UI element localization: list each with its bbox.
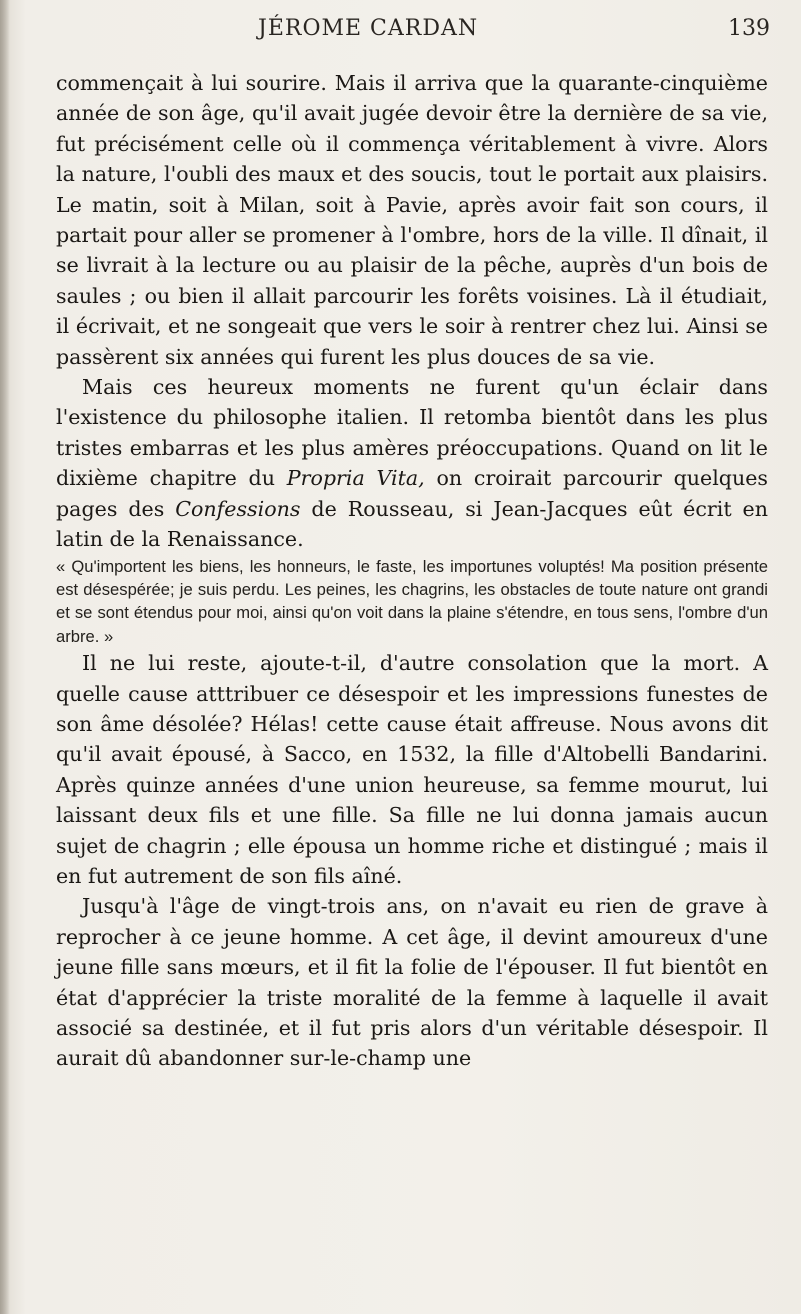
body-text xyxy=(56,68,768,1074)
block-quote: « Qu'importent les biens, les honneurs, le faste, les importunes voluptés! Ma position présente est désespérée; je suis perdu. Les peines, les chagrins, les obstacles de toute nature ont grandi et se sont étendus pour moi, ainsi qu'on voit dans la plaine s'étendre, en tous sens, l'ombre d'un arbre. » xyxy=(56,556,768,646)
book-title-confessions: Confessions xyxy=(175,496,301,521)
paragraph-4: Jusqu'à l'âge de vingt-trois ans, on n'avait eu rien de grave à reprocher à ce jeune homme. A cet âge, il devint amoureux d'une jeune fille sans mœurs, et il fit la folie de l'épouser. Il fut bientôt en état d'apprécier la triste moralité de la femme à laquelle il avait associé sa destinée, et il fut pris alors d'un véritable désespoir. Il aurait dû abandonner sur-le-champ une xyxy=(56,894,768,1071)
paragraph-2-text-a: Mais ces heureux moments ne furent qu'un éclair dans l'existence du philosophe italien. Il retomba bientôt dans les plus tristes embarras et les plus amères préoccupations. Quand on lit le dixième chapitre du xyxy=(56,375,768,491)
book-title-propria-vita: Propria Vita, xyxy=(286,466,425,491)
paragraph-2 xyxy=(56,372,768,554)
running-title: JÉROME CARDAN xyxy=(258,16,479,41)
running-head xyxy=(0,16,801,56)
paragraph-2-text-b: on croirait parcourir quelques pages des xyxy=(56,466,768,521)
paragraph-2-text-c: de Rousseau, si Jean-Jacques eût écrit en latin de la Renaissance. xyxy=(56,496,768,552)
paragraph-1: commençait à lui sourire. Mais il arriva que la quarante-cinquième année de son âge, qu'il avait jugée devoir être la dernière de sa vie, fut précisément celle où il commença véritablement à vivre. Alors la nature, l'oubli des maux et des soucis, tout le portait aux plaisirs. Le matin, soit à Milan, soit à Pavie, après avoir fait son cours, il partait pour aller se promener à l'ombre, hors de la ville. Il dînait, il se livrait à la lecture ou au plaisir de la pêche, auprès d'un bois de saules ; ou bien il allait parcourir les forêts voisines. Là il étudiait, il écrivait, et ne songeait que vers le soir à rentrer chez lui. Ainsi se passèrent six années qui furent les plus douces de sa vie. xyxy=(56,71,768,369)
binding-gutter-shadow xyxy=(0,0,10,1314)
page-number: 139 xyxy=(728,16,770,41)
paragraph-3: Il ne lui reste, ajoute-t-il, d'autre consolation que la mort. A quelle cause atttribuer ce désespoir et les impressions funestes de son âme désolée? Hélas! cette cause était affreuse. Nous avons dit qu'il avait épousé, à Sacco, en 1532, la fille d'Altobelli Bandarini. Après quinze années d'une union heureuse, sa femme mourut, lui laissant deux fils et une fille. Sa fille ne lui donna jamais aucun sujet de chagrin ; elle épousa un homme riche et distingué ; mais il en fut autrement de son fils aîné. xyxy=(56,651,768,888)
